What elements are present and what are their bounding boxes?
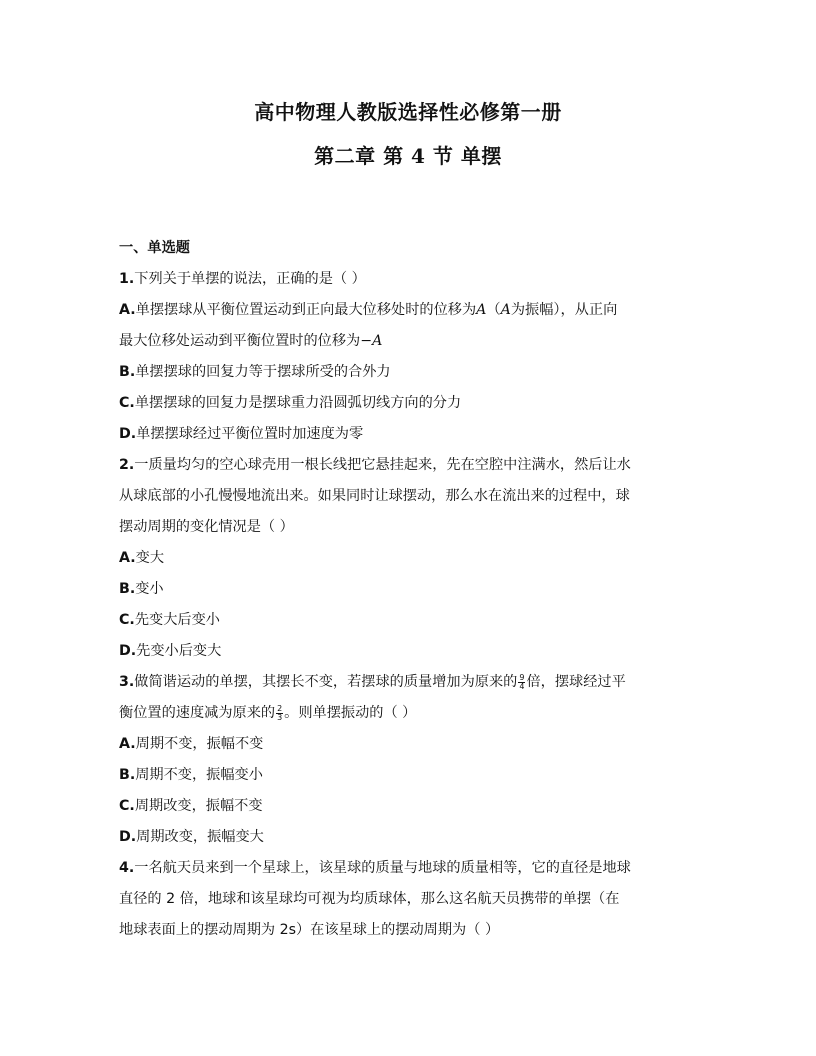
question-1-option-d	[119, 419, 699, 450]
question-3-option-a	[119, 729, 699, 760]
question-2-option-d	[119, 636, 699, 667]
option-label: A.	[119, 736, 136, 752]
question-2-option-a	[119, 543, 699, 574]
option-text: 周期不变，振幅不变	[135, 736, 264, 752]
option-text: 为振幅），从正向	[510, 302, 618, 318]
option-text: 周期不变，振幅变小	[135, 767, 263, 783]
option-text: 变小	[135, 581, 164, 597]
question-1-stem	[119, 264, 699, 295]
option-text: 先变大后变小	[134, 612, 220, 628]
option-label: A.	[119, 302, 136, 318]
math-symbol: −A	[360, 333, 383, 349]
question-text: 一质量均匀的空心球壳用一根长线把它悬挂起来，先在空腔中注满水，然后让水	[134, 457, 631, 473]
fraction-denominator: 3	[277, 713, 283, 722]
question-2-option-c	[119, 605, 699, 636]
option-text: （	[486, 302, 501, 318]
question-number: 3.	[119, 674, 135, 690]
option-label: B.	[119, 767, 136, 783]
question-content	[119, 233, 699, 946]
question-text: 摆动周期的变化情况是（ ）	[119, 519, 294, 535]
option-label: D.	[119, 426, 137, 442]
option-label: B.	[119, 581, 136, 597]
question-text: 衡位置的速度减为原来的	[119, 705, 276, 721]
option-text: 单摆摆球从平衡位置运动到正向最大位移处时的位移为	[135, 302, 477, 318]
math-symbol: A	[476, 302, 487, 318]
option-text: 最大位移处运动到平衡位置时的位移为	[119, 333, 361, 349]
question-3-option-b	[119, 760, 699, 791]
question-text: 地球表面上的摆动周期为 2s）在该星球上的摆动周期为（ ）	[119, 922, 500, 938]
document-title: 高中物理人教版选择性必修第一册	[254, 100, 562, 124]
option-text: 周期改变，振幅不变	[134, 798, 263, 814]
option-text: 变大	[135, 550, 165, 566]
question-4-stem	[119, 853, 699, 946]
question-3-option-d	[119, 822, 699, 853]
fraction-numerator: 2	[277, 704, 283, 713]
question-text: 直径的 2 倍，地球和该星球均可视为均质球体，那么这名航天员携带的单摆（在	[119, 891, 620, 907]
question-3-stem	[119, 667, 699, 729]
math-symbol: A	[500, 302, 511, 318]
fraction	[276, 705, 283, 722]
question-2-option-b	[119, 574, 699, 605]
document-subtitle: 第二章 第 4 节 单摆	[314, 144, 502, 168]
option-label: A.	[119, 550, 136, 566]
question-text: 。则单摆振动的（ ）	[284, 705, 417, 721]
option-text: 单摆摆球经过平衡位置时加速度为零	[136, 426, 364, 442]
option-text: 周期改变，振幅变大	[136, 829, 264, 845]
option-label: B.	[119, 364, 136, 380]
option-label: D.	[119, 829, 137, 845]
option-text: 先变小后变大	[136, 643, 222, 659]
question-2-stem	[119, 450, 699, 543]
question-text: 一名航天员来到一个星球上，该星球的质量与地球的质量相等，它的直径是地球	[134, 860, 631, 876]
option-text: 单摆摆球的回复力是摆球重力沿圆弧切线方向的分力	[134, 395, 462, 411]
option-label: D.	[119, 643, 137, 659]
option-text: 单摆摆球的回复力等于摆球所受的合外力	[135, 364, 391, 380]
fraction-denominator: 4	[519, 682, 525, 691]
question-1-option-a	[119, 295, 699, 357]
question-1-option-c	[119, 388, 699, 419]
fraction-numerator: 9	[519, 673, 525, 682]
question-number: 1.	[119, 271, 135, 287]
question-text: 做简谐运动的单摆，其摆长不变，若摆球的质量增加为原来的	[134, 674, 518, 690]
fraction	[518, 674, 525, 691]
question-text: 下列关于单摆的说法，正确的是（ ）	[134, 271, 366, 287]
question-1-option-b	[119, 357, 699, 388]
question-3-option-c	[119, 791, 699, 822]
section-heading: 一、单选题	[119, 240, 190, 256]
question-text: 从球底部的小孔慢慢地流出来。如果同时让球摆动，那么水在流出来的过程中，球	[119, 488, 630, 504]
question-text: 倍，摆球经过平	[526, 674, 626, 690]
option-label: C.	[119, 798, 135, 814]
question-number: 2.	[119, 457, 135, 473]
option-label: C.	[119, 612, 135, 628]
question-number: 4.	[119, 860, 135, 876]
option-label: C.	[119, 395, 135, 411]
